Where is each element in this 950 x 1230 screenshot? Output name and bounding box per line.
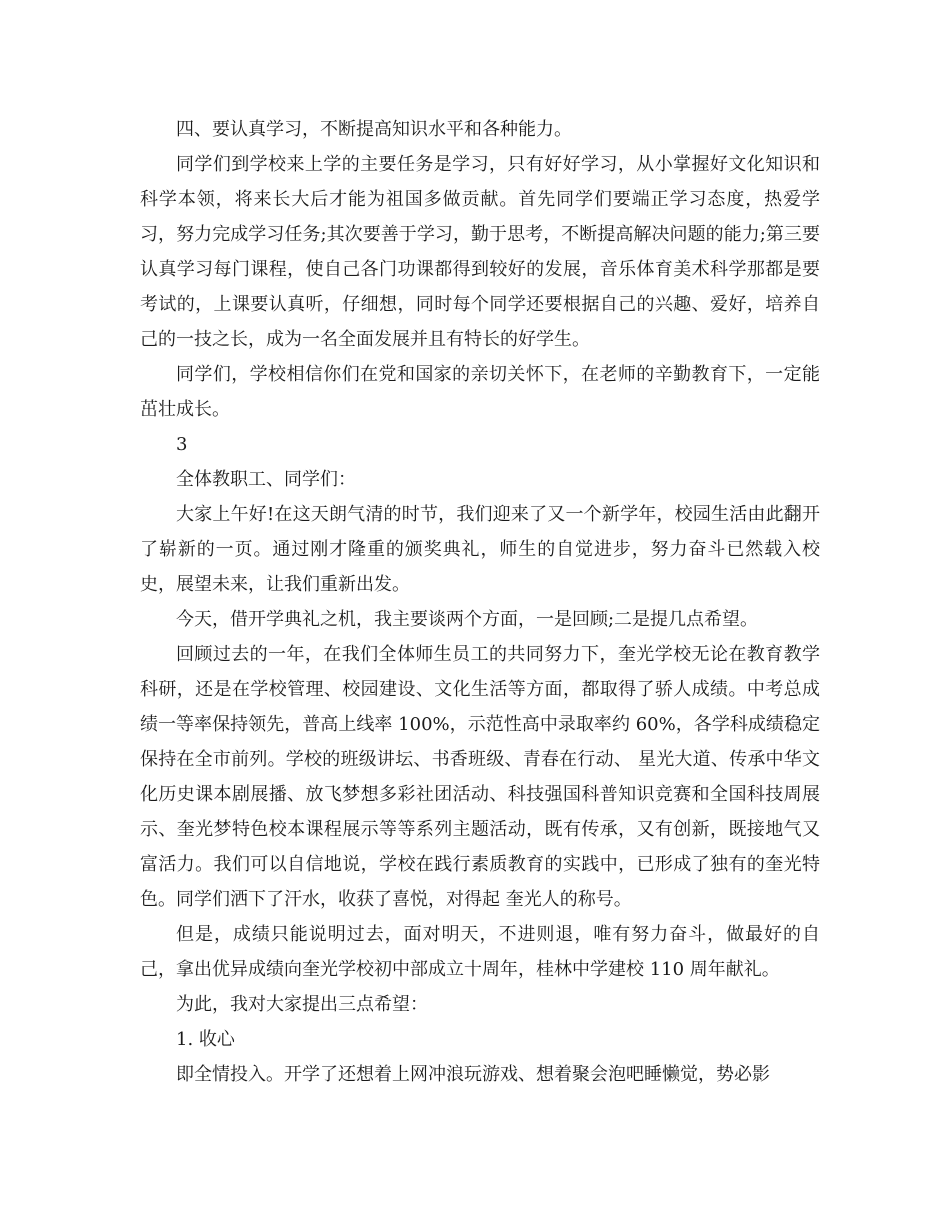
paragraph-greeting: 大家上午好!在这天朗气清的时节，我们迎来了又一个新学年，校园生活由此翻开了崭新的一页。通过刚才隆重的颁奖典礼，师生的自觉进步，努力奋斗已然载入校史，展望未来，让我们重新出发。 bbox=[140, 504, 820, 595]
paragraph-closing-wish: 同学们，学校相信你们在党和国家的亲切关怀下，在老师的辛勤教育下，一定能茁壮成长。 bbox=[140, 364, 820, 420]
document-body bbox=[140, 112, 820, 1092]
section-number: 3 bbox=[176, 434, 188, 455]
paragraph-focus: 即全情投入。开学了还想着上网冲浪玩游戏、想着聚会泡吧睡懒觉，势必影 bbox=[176, 1064, 770, 1085]
paragraph-topics: 今天，借开学典礼之机，我主要谈两个方面，一是回顾;二是提几点希望。 bbox=[176, 609, 759, 630]
paragraph-three-hopes: 为此，我对大家提出三点希望： bbox=[176, 994, 428, 1015]
paragraph-review: 回顾过去的一年，在我们全体师生员工的共同努力下，奎光学校无论在教育教学科研，还是在学校管理、校园建设、文化生活等方面，都取得了骄人成绩。中考总成绩一等率保持领先，普高上线率 100%，示范性高中录取率约 60%，各学科成绩稳定保持在全市前列。学校的班级讲坛、书香班级、青春在行动、 星光大道、传承中华文化历史课本剧展播、放飞梦想多彩社团活动、科技强国科普知识竞赛和全国科技周展示、奎光梦特色校本课程展示等等系列主题活动，既有传承，又有创新，既接地气又富活力。我们可以自信地说，学校在践行素质教育的实践中，已形成了独有的奎光特色。同学们洒下了汗水，收获了喜悦，对得起 奎光人的称号。 bbox=[140, 644, 820, 910]
paragraph-study-tasks: 同学们到学校来上学的主要任务是学习，只有好好学习，从小掌握好文化知识和科学本领，将来长大后才能为祖国多做贡献。首先同学们要端正学习态度，热爱学习，努力完成学习任务;其次要善于学习，勤于思考，不断提高解决问题的能力;第三要认真学习每门课程，使自己各门功课都得到较好的发展，音乐体育美术科学那都是要考试的，上课要认真听，仔细想，同时每个同学还要根据自己的兴趣、爱好，培养自己的一技之长，成为一名全面发展并且有特长的好学生。 bbox=[140, 154, 820, 350]
list-item-heading: 1. 收心 bbox=[176, 1029, 235, 1050]
section-heading-study: 四、要认真学习，不断提高知识水平和各种能力。 bbox=[176, 119, 572, 140]
speech-salutation: 全体教职工、同学们： bbox=[176, 469, 356, 490]
paragraph-future: 但是，成绩只能说明过去，面对明天，不进则退，唯有努力奋斗，做最好的自己，拿出优异成绩向奎光学校初中部成立十周年，桂林中学建校 110 周年献礼。 bbox=[140, 924, 820, 980]
